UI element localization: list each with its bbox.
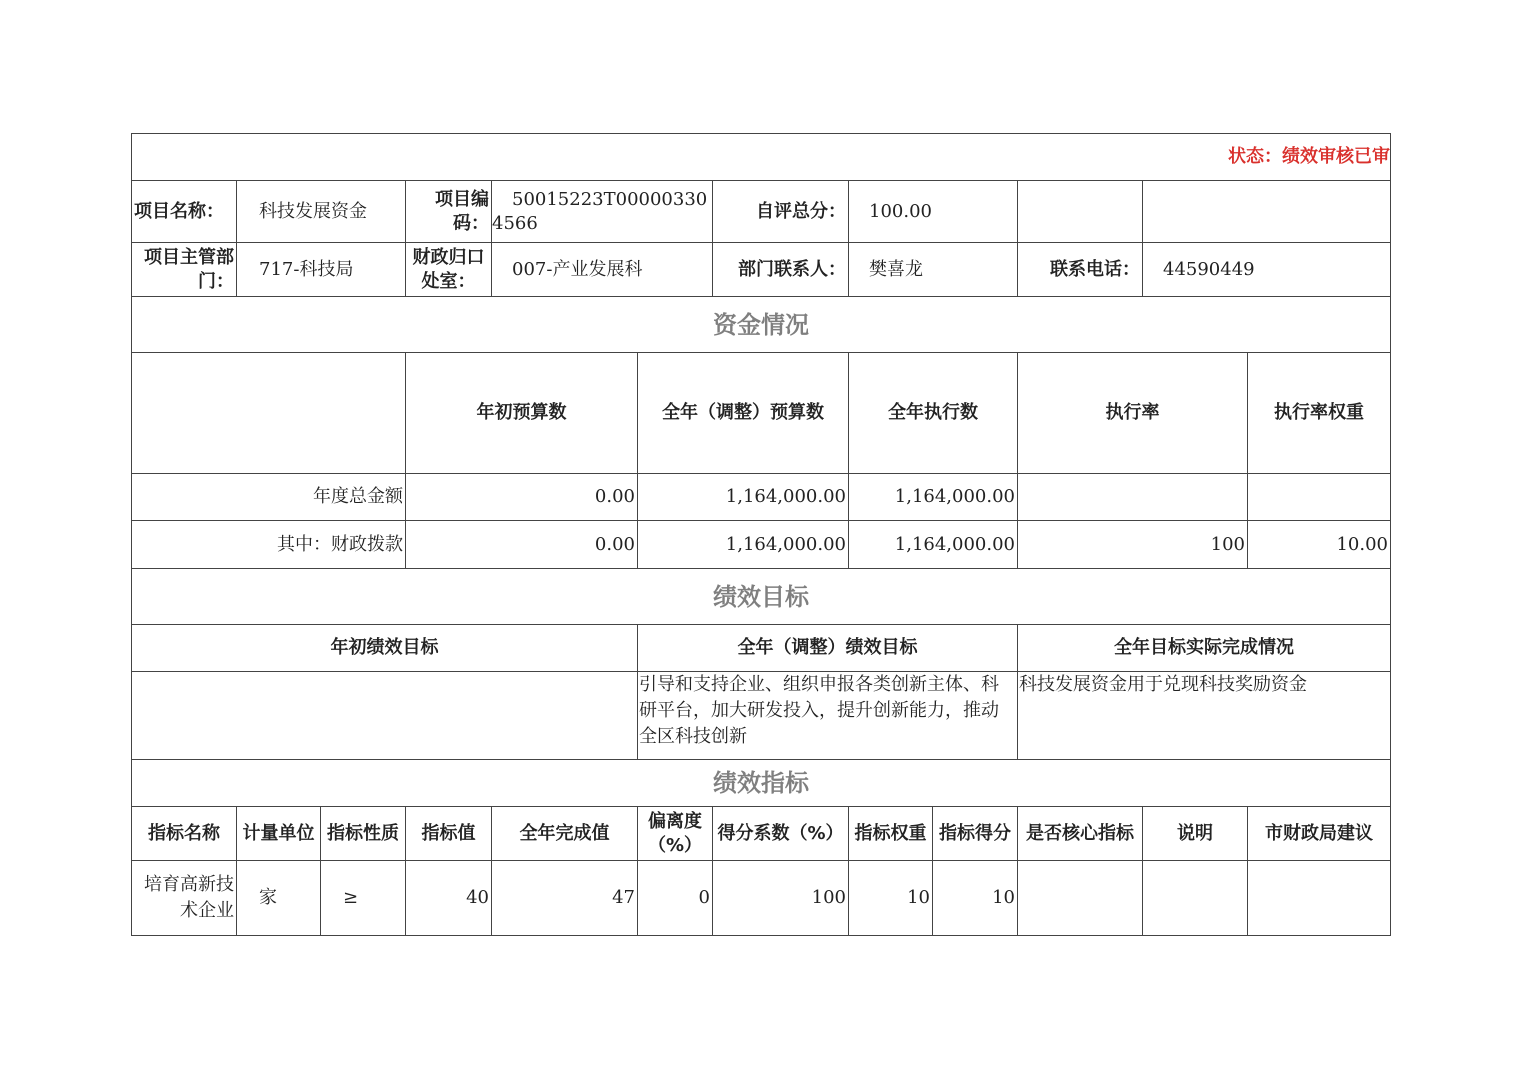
- finance-office-label: 财政归口处室：: [406, 243, 492, 297]
- goals-adjusted-text: 引导和支持企业、组织申报各类创新主体、科研平台，加大研发投入，提升创新能力，推动全区科技创新: [638, 672, 1018, 760]
- indicators-section-title: 绩效指标: [132, 760, 1391, 807]
- contact-value: 樊喜龙: [849, 243, 1018, 297]
- dept-label: 项目主管部门：: [132, 243, 237, 297]
- ind-header-unit: 计量单位: [237, 807, 321, 861]
- ind-header-score: 指标得分: [933, 807, 1018, 861]
- funds-initial-value: 0.00: [406, 474, 638, 521]
- project-code-value: 50015223T000003304566: [492, 181, 713, 243]
- funds-header-initial: 年初预算数: [406, 353, 638, 474]
- funds-row: [132, 521, 1391, 569]
- dept-value: 717-科技局: [237, 243, 406, 297]
- goals-initial-text: [132, 672, 638, 760]
- finance-office-value: 007-产业发展科: [492, 243, 713, 297]
- goals-header-actual: 全年目标实际完成情况: [1018, 625, 1391, 672]
- ind-header-name: 指标名称: [132, 807, 237, 861]
- goals-section-title: 绩效目标: [132, 569, 1391, 625]
- project-name-value: 科技发展资金: [237, 181, 406, 243]
- self-score-value: 100.00: [849, 181, 1018, 243]
- funds-header-executed: 全年执行数: [849, 353, 1018, 474]
- ind-name: 培育高新技术企业: [132, 861, 237, 936]
- funds-row-label: 其中：财政拨款: [132, 521, 406, 569]
- funds-weight-value: 10.00: [1248, 521, 1391, 569]
- funds-adjusted-value: 1,164,000.00: [638, 521, 849, 569]
- ind-header-coef: 得分系数（%）: [713, 807, 849, 861]
- funds-weight-value: [1248, 474, 1391, 521]
- performance-report-sheet: [131, 133, 1390, 936]
- goals-header-initial: 年初绩效目标: [132, 625, 638, 672]
- empty-cell: [1143, 181, 1391, 243]
- indicator-row: [132, 861, 1391, 936]
- phone-label: 联系电话：: [1018, 243, 1143, 297]
- ind-header-core: 是否核心指标: [1018, 807, 1143, 861]
- ind-nature: ≥: [321, 861, 406, 936]
- status-text: 状态：绩效审核已审: [132, 134, 1391, 181]
- project-code-label: 项目编码：: [406, 181, 492, 243]
- ind-core: [1018, 861, 1143, 936]
- ind-header-completed: 全年完成值: [492, 807, 638, 861]
- ind-header-advice: 市财政局建议: [1248, 807, 1391, 861]
- project-name-label: 项目名称：: [132, 181, 237, 243]
- goals-actual-text: 科技发展资金用于兑现科技奖励资金: [1018, 672, 1391, 760]
- ind-header-deviation: 偏离度（%）: [638, 807, 713, 861]
- funds-rate-value: 100: [1018, 521, 1248, 569]
- ind-advice: [1248, 861, 1391, 936]
- goals-header-adjusted: 全年（调整）绩效目标: [638, 625, 1018, 672]
- ind-header-weight: 指标权重: [849, 807, 933, 861]
- funds-executed-value: 1,164,000.00: [849, 521, 1018, 569]
- self-score-label: 自评总分：: [713, 181, 849, 243]
- funds-row-label: 年度总金额: [132, 474, 406, 521]
- funds-initial-value: 0.00: [406, 521, 638, 569]
- ind-unit: 家: [237, 861, 321, 936]
- phone-value: 44590449: [1143, 243, 1391, 297]
- funds-header-adjusted: 全年（调整）预算数: [638, 353, 849, 474]
- ind-score: 10: [933, 861, 1018, 936]
- funds-header-weight: 执行率权重: [1248, 353, 1391, 474]
- funds-adjusted-value: 1,164,000.00: [638, 474, 849, 521]
- ind-coef: 100: [713, 861, 849, 936]
- report-table: [131, 133, 1391, 936]
- funds-row: [132, 474, 1391, 521]
- funds-header-rate: 执行率: [1018, 353, 1248, 474]
- ind-note: [1143, 861, 1248, 936]
- funds-executed-value: 1,164,000.00: [849, 474, 1018, 521]
- ind-completed: 47: [492, 861, 638, 936]
- ind-value: 40: [406, 861, 492, 936]
- empty-cell: [1018, 181, 1143, 243]
- ind-weight: 10: [849, 861, 933, 936]
- empty-cell: [132, 353, 406, 474]
- funds-rate-value: [1018, 474, 1248, 521]
- ind-header-nature: 指标性质: [321, 807, 406, 861]
- ind-header-value: 指标值: [406, 807, 492, 861]
- contact-label: 部门联系人：: [713, 243, 849, 297]
- ind-header-note: 说明: [1143, 807, 1248, 861]
- funds-section-title: 资金情况: [132, 297, 1391, 353]
- ind-deviation: 0: [638, 861, 713, 936]
